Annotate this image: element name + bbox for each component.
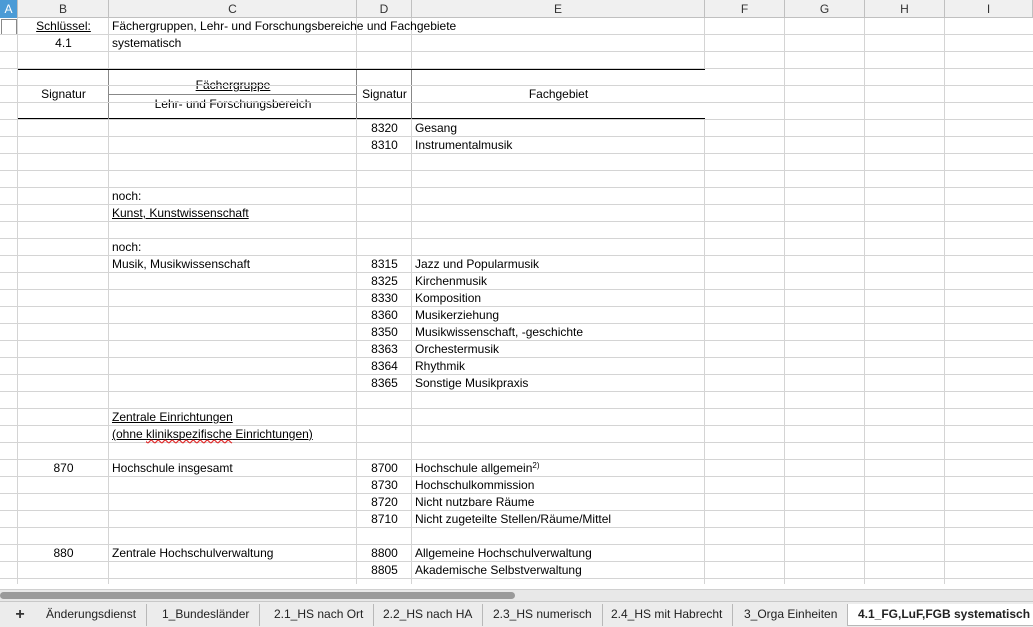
- signatur-cell[interactable]: [18, 222, 109, 239]
- spreadsheet-grid[interactable]: [0, 18, 1033, 584]
- signatur-cell[interactable]: [18, 426, 109, 443]
- table-row: [0, 273, 1033, 290]
- signatur-fachgebiet-cell[interactable]: 8315: [371, 257, 398, 271]
- signatur-fachgebiet-cell[interactable]: 8720: [371, 495, 398, 509]
- sheet-tab[interactable]: 2.1_HS nach Ort: [264, 604, 374, 626]
- fachgebiet-cell[interactable]: [412, 154, 705, 171]
- signatur-cell[interactable]: [18, 341, 109, 358]
- column-header-a[interactable]: A: [0, 0, 18, 18]
- column-header-f[interactable]: F: [705, 0, 785, 18]
- table-row: [0, 358, 1033, 375]
- sheet-subtitle-row: [0, 35, 1033, 52]
- column-header-e[interactable]: E: [412, 0, 705, 18]
- column-header-d[interactable]: D: [357, 0, 412, 18]
- table-row: [0, 528, 1033, 545]
- sheet-tab[interactable]: 4.1_FG,LuF,FGB systematisch: [847, 604, 1033, 626]
- fachgebiet-cell[interactable]: Hochschulkommission: [415, 478, 535, 492]
- faechergruppe-cell[interactable]: [109, 375, 357, 392]
- signatur-cell[interactable]: [18, 171, 109, 188]
- signatur-fachgebiet-cell[interactable]: [357, 205, 412, 222]
- faechergruppe-cell[interactable]: [109, 341, 357, 358]
- table-row: [0, 290, 1033, 307]
- signatur-cell[interactable]: [18, 120, 109, 137]
- signatur-cell[interactable]: 870: [53, 461, 74, 475]
- signatur-cell[interactable]: [18, 409, 109, 426]
- signatur-cell[interactable]: [18, 290, 109, 307]
- fachgebiet-cell[interactable]: [412, 205, 705, 222]
- column-header-c[interactable]: C: [109, 0, 357, 18]
- fachgebiet-cell[interactable]: Nicht zugeteilte Stellen/Räume/Mittel: [415, 512, 612, 526]
- faechergruppe-cell[interactable]: [109, 443, 357, 460]
- table-row: [0, 494, 1033, 511]
- faechergruppe-cell[interactable]: [109, 137, 357, 154]
- faechergruppe-cell[interactable]: (ohne klinikspezifische Einrichtungen): [112, 427, 313, 441]
- faechergruppe-cell[interactable]: [109, 392, 357, 409]
- scrollbar-thumb[interactable]: [0, 592, 515, 599]
- column-header-g[interactable]: G: [785, 0, 865, 18]
- signatur-cell[interactable]: [18, 307, 109, 324]
- signatur-cell[interactable]: [18, 154, 109, 171]
- signatur-fachgebiet-cell[interactable]: [357, 222, 412, 239]
- table-row: [0, 341, 1033, 358]
- fachgebiet-cell[interactable]: [412, 409, 705, 426]
- faechergruppe-cell[interactable]: Zentrale Hochschulverwaltung: [112, 546, 274, 560]
- signatur-fachgebiet-cell[interactable]: [357, 239, 412, 256]
- fachgebiet-cell[interactable]: Musikwissenschaft, -geschichte: [415, 325, 584, 339]
- header-signatur-1: Signatur: [41, 87, 86, 101]
- faechergruppe-cell[interactable]: Hochschule insgesamt: [112, 461, 233, 475]
- table-row: [0, 307, 1033, 324]
- faechergruppe-cell[interactable]: [109, 273, 357, 290]
- table-row: [0, 154, 1033, 171]
- faechergruppe-cell[interactable]: [109, 120, 357, 137]
- sheet-tab[interactable]: 2.4_HS mit Habrecht: [601, 604, 733, 626]
- table-row: [0, 409, 1033, 426]
- fachgebiet-cell[interactable]: Instrumentalmusik: [415, 138, 513, 152]
- faechergruppe-cell[interactable]: [109, 511, 357, 528]
- table-row: [0, 137, 1033, 154]
- table-row: [0, 324, 1033, 341]
- table-row: [0, 545, 1033, 562]
- faechergruppe-cell[interactable]: Kunst, Kunstwissenschaft: [112, 206, 249, 220]
- signatur-fachgebiet-cell[interactable]: [357, 443, 412, 460]
- header-lehr-forschungsbereich: Lehr- und Forschungsbereich: [154, 97, 312, 111]
- fachgebiet-cell[interactable]: Komposition: [415, 291, 482, 305]
- table-row: [0, 477, 1033, 494]
- sheet-tab[interactable]: Änderungsdienst: [36, 604, 147, 626]
- signatur-fachgebiet-cell[interactable]: 8364: [371, 359, 398, 373]
- signatur-fachgebiet-cell[interactable]: [357, 392, 412, 409]
- signatur-fachgebiet-cell[interactable]: 8700: [371, 461, 398, 475]
- signatur-cell[interactable]: [18, 358, 109, 375]
- fachgebiet-cell[interactable]: [412, 528, 705, 545]
- signatur-cell[interactable]: [18, 137, 109, 154]
- faechergruppe-cell[interactable]: [109, 494, 357, 511]
- signatur-fachgebiet-cell[interactable]: 8310: [371, 138, 398, 152]
- fachgebiet-cell[interactable]: Orchestermusik: [415, 342, 500, 356]
- sheet-tab[interactable]: 2.3_HS numerisch: [483, 604, 603, 626]
- signatur-cell[interactable]: [18, 494, 109, 511]
- fachgebiet-cell[interactable]: Kirchenmusik: [415, 274, 488, 288]
- header-area-row: [0, 103, 1033, 120]
- signatur-fachgebiet-cell[interactable]: 8800: [371, 546, 398, 560]
- fachgebiet-cell[interactable]: [412, 426, 705, 443]
- table-row: [0, 392, 1033, 409]
- fachgebiet-cell[interactable]: [412, 171, 705, 188]
- column-header-i[interactable]: I: [945, 0, 1033, 18]
- fachgebiet-cell[interactable]: Jazz und Popularmusik: [415, 257, 540, 271]
- sheet-title-row: [0, 18, 1033, 35]
- signatur-fachgebiet-cell[interactable]: [357, 409, 412, 426]
- fachgebiet-cell[interactable]: Rhythmik: [415, 359, 466, 373]
- table-row: [0, 171, 1033, 188]
- table-row: [0, 460, 1033, 477]
- signatur-cell[interactable]: [18, 511, 109, 528]
- table-row: [0, 426, 1033, 443]
- sheet-tab-bar: [0, 601, 1033, 627]
- signatur-fachgebiet-cell[interactable]: 8330: [371, 291, 398, 305]
- faechergruppe-cell[interactable]: noch:: [112, 189, 142, 203]
- table-row: [0, 188, 1033, 205]
- fachgebiet-cell[interactable]: Musikerziehung: [415, 308, 500, 322]
- fachgebiet-cell[interactable]: [412, 443, 705, 460]
- subtitle-cell[interactable]: systematisch: [112, 36, 182, 50]
- table-row: [0, 443, 1033, 460]
- empty-row: [0, 52, 1033, 69]
- signatur-fachgebiet-cell[interactable]: 8363: [371, 342, 398, 356]
- signatur-cell[interactable]: [18, 562, 109, 579]
- signatur-fachgebiet-cell[interactable]: 8320: [371, 121, 398, 135]
- table-row: [0, 205, 1033, 222]
- signatur-cell[interactable]: [18, 477, 109, 494]
- column-header-h[interactable]: H: [865, 0, 945, 18]
- horizontal-scrollbar[interactable]: [0, 589, 1033, 601]
- faechergruppe-cell[interactable]: Musik, Musikwissenschaft: [112, 257, 251, 271]
- sheet-tab[interactable]: 1_Bundesländer: [152, 604, 260, 626]
- sheet-tab[interactable]: 2.2_HS nach HA: [373, 604, 483, 626]
- signatur-fachgebiet-cell[interactable]: 8805: [371, 563, 398, 577]
- signatur-cell[interactable]: 880: [53, 546, 74, 560]
- fachgebiet-cell[interactable]: Akademische Selbstverwaltung: [415, 563, 582, 577]
- fachgebiet-cell[interactable]: Gesang: [415, 121, 458, 135]
- fachgebiet-cell[interactable]: [412, 188, 705, 205]
- key-label-cell[interactable]: Schlüssel:: [36, 19, 91, 33]
- signatur-cell[interactable]: [18, 324, 109, 341]
- signatur-fachgebiet-cell[interactable]: 8360: [371, 308, 398, 322]
- header-area-row: [0, 86, 1033, 103]
- fachgebiet-cell[interactable]: Hochschule allgemein$^{2)}$: [415, 461, 540, 475]
- header-fachgebiet: Fachgebiet: [528, 87, 589, 101]
- add-sheet-button[interactable]: +: [15, 606, 25, 623]
- faechergruppe-cell[interactable]: [109, 528, 357, 545]
- fachgebiet-cell[interactable]: Sonstige Musikpraxis: [415, 376, 529, 390]
- signatur-cell[interactable]: [18, 392, 109, 409]
- faechergruppe-cell[interactable]: [109, 290, 357, 307]
- sheet-tab[interactable]: 3_Orga Einheiten: [734, 604, 848, 626]
- header-signatur-2: Signatur: [362, 87, 407, 101]
- signatur-cell[interactable]: [18, 256, 109, 273]
- fachgebiet-cell[interactable]: [412, 239, 705, 256]
- signatur-fachgebiet-cell[interactable]: [357, 171, 412, 188]
- table-row: [0, 120, 1033, 137]
- header-area-row: [0, 69, 1033, 86]
- signatur-cell[interactable]: [18, 239, 109, 256]
- faechergruppe-cell[interactable]: noch:: [112, 240, 142, 254]
- signatur-cell[interactable]: [18, 443, 109, 460]
- signatur-cell[interactable]: [18, 528, 109, 545]
- key-value-cell[interactable]: 4.1: [55, 36, 72, 50]
- faechergruppe-cell[interactable]: [109, 222, 357, 239]
- signatur-fachgebiet-cell[interactable]: 8350: [371, 325, 398, 339]
- table-row: [0, 562, 1033, 579]
- table-row: [0, 375, 1033, 392]
- signatur-fachgebiet-cell[interactable]: 8710: [371, 512, 398, 526]
- signatur-fachgebiet-cell[interactable]: [357, 528, 412, 545]
- signatur-cell[interactable]: [18, 273, 109, 290]
- table-row: [0, 511, 1033, 528]
- signatur-cell[interactable]: [18, 188, 109, 205]
- footnote-marker: 2): [532, 461, 540, 470]
- table-row: [0, 222, 1033, 239]
- signatur-fachgebiet-cell[interactable]: 8730: [371, 478, 398, 492]
- signatur-cell[interactable]: [18, 205, 109, 222]
- fachgebiet-cell[interactable]: [412, 222, 705, 239]
- table-row: [0, 239, 1033, 256]
- sheet-title-cell[interactable]: Fächergruppen, Lehr- und Forschungsbereiche und Fachgebiete: [112, 19, 457, 33]
- faechergruppe-cell[interactable]: [109, 477, 357, 494]
- fachgebiet-cell[interactable]: [412, 392, 705, 409]
- faechergruppe-cell[interactable]: [109, 358, 357, 375]
- faechergruppe-cell[interactable]: [109, 562, 357, 579]
- signatur-fachgebiet-cell[interactable]: [357, 154, 412, 171]
- signatur-cell[interactable]: [18, 375, 109, 392]
- header-faechergruppe: Fächergruppe: [195, 78, 271, 92]
- faechergruppe-cell[interactable]: [109, 154, 357, 171]
- signatur-fachgebiet-cell[interactable]: [357, 188, 412, 205]
- signatur-fachgebiet-cell[interactable]: 8365: [371, 376, 398, 390]
- fachgebiet-cell[interactable]: Nicht nutzbare Räume: [415, 495, 535, 509]
- faechergruppe-cell[interactable]: Zentrale Einrichtungen: [112, 410, 233, 424]
- column-header-bar: [0, 0, 1033, 18]
- column-header-b[interactable]: B: [18, 0, 109, 18]
- signatur-fachgebiet-cell[interactable]: [357, 426, 412, 443]
- signatur-fachgebiet-cell[interactable]: 8325: [371, 274, 398, 288]
- faechergruppe-cell[interactable]: [109, 324, 357, 341]
- spellcheck-word: klinikspezifische: [146, 427, 233, 441]
- table-row: [0, 256, 1033, 273]
- fachgebiet-cell[interactable]: Allgemeine Hochschulverwaltung: [415, 546, 592, 560]
- faechergruppe-cell[interactable]: [109, 171, 357, 188]
- faechergruppe-cell[interactable]: [109, 307, 357, 324]
